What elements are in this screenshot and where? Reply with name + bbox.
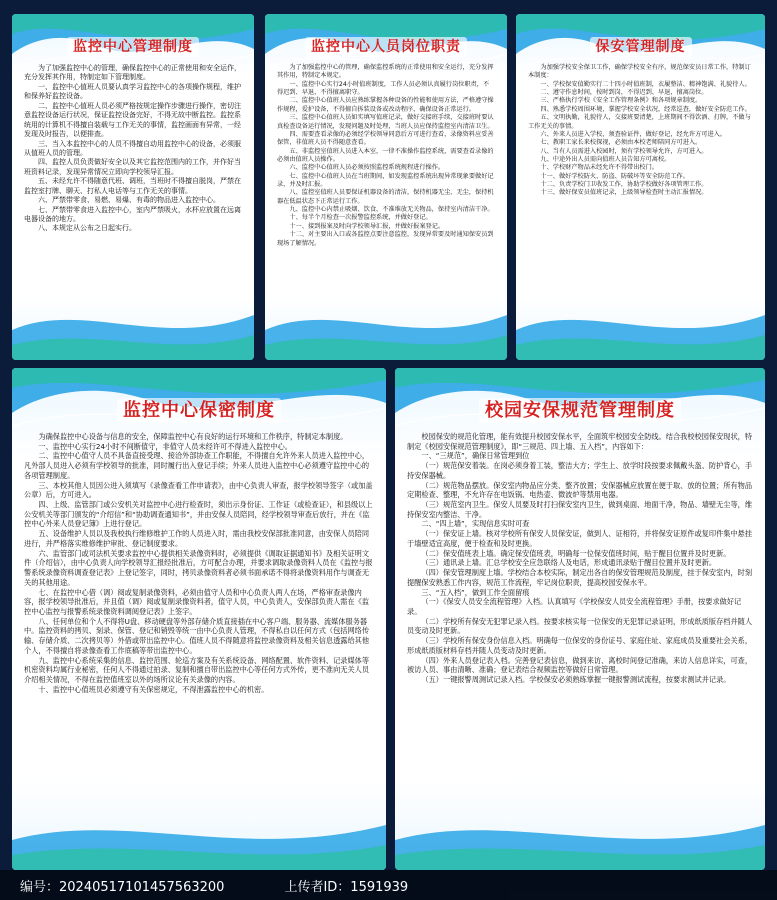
panel-title: 保安管理制度 [516, 36, 765, 56]
paragraph: 六、严禁带零食、易燃、易爆、有毒的物品进入监控中心。 [38, 196, 220, 205]
paragraph: 三、严格执行学校《安全工作管理条例》和各项规章制度。 [540, 97, 702, 105]
panel-monitoring-center-rules [12, 14, 254, 360]
paragraph: 四、需要查看录像的必须经学校领导同意后方可进行查看，录像资料应妥善保管，非值班人员不得随意查看。 [277, 130, 494, 147]
panel-body [516, 64, 765, 198]
paragraph: 四、上级、监管部门或公安机关对监控中心进行检查时，须出示身份证、工作证（或检查证），和县级以上公安机关等部门颁发的“介绍信”和“协助调查通知书”，并由安保人员陪同，经学校领导审查后放行，并在《监控中心外来人员登记簿》上进行登记。 [24, 500, 373, 529]
panel-body [12, 64, 254, 234]
panel-body [395, 432, 765, 685]
paragraph: 校园保安的规范化管理，能有效提升校园安保水平，全面筑牢校园安全防线。结合我校校园保安现状，特制定《校园安保规范管理制度》，即“三规范、四上墙、五入档”，内容如下： [407, 432, 753, 451]
paragraph: 四、监控人员负责做好安全以及其它监控范围内的工作，并作好当班资料记录，发现异常情况立即向学校领导汇报。 [24, 158, 241, 176]
paragraph: 九、监控中心系统采集的信息、监控范围、轮巡方案及有关系统设备、网络配置、软件资料、记录媒体等机密资料均属行业秘密，任何人不得通过拍录、复制和擅自带出监控中心等任何方式外传，更不准向无关人员介绍相关情况，不得在监控值班室以外的场所议论有关录像的内容。 [24, 655, 370, 684]
paragraph: （四）保安管理制度上墙。学校结合本校实际，制定出各自的保安管理规范及制度，挂于保安室内，时刻提醒保安熟悉工作内容，规范工作流程，牢记岗位职责，提高校园安保水平。 [407, 568, 753, 587]
paragraph: 十、监控中心值班员必须遵守有关保密规定，不得泄露监控中心的机密。 [38, 684, 269, 694]
paragraph: 二、监控中心值班人员必须严格按规定操作步骤进行操作，密切注意监控设备运行状况，保证监控设备完好，不得无故中断监控。监控系统用的计算机不得擅自装载与工作无关的事情，监控画面有异常，一经发现及时报告，以便排查。 [24, 101, 241, 139]
paragraph: 七、监控中心值班人员在当班期间，如发现监控系统出现异常现象要做好记录，并及时汇报。 [277, 172, 494, 189]
paragraph: 三、本校其他人员因公进入须填写《录像查看工作申请表》，由中心负责人审查，报学校领导签字（或加盖公章）后，方可进入。 [24, 480, 373, 500]
panel-body [12, 432, 386, 694]
code-label: 编号： [20, 879, 60, 895]
paragraph: （五）一键报警周测试记录入档。学校保安必须熟练掌握一键报警测试流程，按要求测试并记录。 [421, 674, 731, 684]
paragraph: （三）学校所有保安身份信息入档。明确每一位保安的身份证号、家庭住址、家庭成员及重要社会关系，形成纸质版材料存档并随人员变动及时更新。 [407, 636, 753, 655]
paragraph: 为了加强监控中心的管理，确保监控中心的正常使用和安全运作，充分发挥其作用，特制定如下管理制度。 [24, 64, 241, 82]
code-value: 20240517101457563200 [59, 879, 225, 895]
paragraph: 十三、做好保安员值班记录，上级领导检查时主动汇报情况。 [540, 189, 708, 197]
paragraph: 五、文明执勤，礼貌待人，交接班要清楚，上班期间不得饮酒、打牌，不做与工作无关的事情。 [528, 114, 751, 130]
panel-title: 校园安保规范管理制度 [395, 396, 765, 422]
decorative-wave-bottom [265, 290, 507, 360]
paragraph: （一）规范保安着装。在岗必须身着工装，整洁大方；学生上、放学时段按要求佩戴头盔、防护背心，手持安保器械。 [407, 461, 753, 480]
paragraph: 五、设备维护人员以及我校执行维修维护工作的人员进入时，需由我校安保部批准同意，由安保人员陪同进行，并严格落实维修维护审批、登记制度要求。 [24, 529, 370, 548]
panel-body [265, 64, 507, 248]
paragraph: （三）规范室内卫生。保安人员要及时打扫保安室内卫生，做到桌面、地面干净，物品、墙壁无尘等，维持保安室内整洁、干净。 [407, 500, 753, 519]
paragraph: 四、熟悉学校周围环境，掌握学校安全状况，经常巡查，做好安全防范工作。 [540, 105, 751, 113]
paragraph: （四）外来人员登记表入档。完善登记表信息，做到来访、离校时间登记准确，来访人信息详实，可查，被访人员、事由清晰、准确；登记表结合视频监控等做好日常管理。 [407, 655, 753, 675]
paragraph: 十二、对主要出入口或各监控点要注意监控，发现异常要及时通知保安员到现场了解情况。 [277, 231, 494, 247]
paragraph: 十、学校财产物品未经允许不得带出校门。 [540, 164, 658, 172]
paragraph: 十、每半个月检查一次报警监控系统，并做好登记。 [289, 214, 432, 222]
paragraph: 十一、接到报案及时向学校领导汇报，并做好报案登记。 [289, 222, 445, 230]
panel-title: 监控中心人员岗位职责 [265, 36, 507, 56]
uploader-label: 上传者ID： [284, 879, 351, 895]
paragraph: 一、监控中心值班人员要认真学习监控中心的各项操作规程，维护和保养好监控设备。 [24, 82, 241, 101]
paragraph: 八、监控室值班人员要保证机器设备的清洁，保持机器无尘、无尘，保持机器在低温状态下正常运行工作。 [277, 189, 494, 205]
paragraph: 五、未经允许不得随意代班、调班，当班时不得擅自脱岗，严禁在监控室打牌、聊天、打私人电话等与工作无关的事情。 [24, 177, 241, 195]
decorative-wave-bottom [12, 290, 254, 360]
paragraph: 三、当入本监控中心的人员不得擅自动用监控中心的设备，必须服从值班人员的管理。 [24, 139, 241, 157]
paragraph: 一、“三规范”，确保日常管理到位 [421, 451, 530, 461]
paragraph: 一、监控中心实行24小时不间断值守，非值守人员未经许可不得进入监控中心。 [38, 441, 292, 451]
paragraph: 七、在监控中心借（调）阅或复制录像资料，必须由值守人员和中心负责人两人在场，严格审查录像内容，报学校领导批准后，并且值（调）阅或复制录像资料者，值守人员，中心负责人，安保部负责人需在《监控中心监控与报警系统录像资料调阅登记表》上签字。 [24, 587, 370, 616]
paragraph: 为加强学校安全保卫工作，确保学校安全有序，规范保安员日常工作，特制订本制度： [528, 64, 751, 80]
paragraph: 八、任何单位和个人不得将U盘、移动硬盘等外部存储介质直接插在中心客户端、服务器、流媒体服务器中。监控资料的拷贝、刻录、保管、登记和销毁等统一由中心负责人管理，不得私自以任何方式（包括网络传输、存储介质、二次拷贝等）外借或带出监控中心。值班人员不得随意将监控录像资料及相关信息透露给其他个人，不得擅自将录像查看工作底稿等带出监控中心。 [24, 616, 370, 655]
paragraph: （一）保安证上墙。核对学校所有保安人员保安证，做到人、证相符，并将保安证原件或复印件集中悬挂于墙壁适宜高度，便于检查和及时更换。 [407, 529, 753, 548]
panel-security-guard-rules [516, 14, 765, 360]
watermark-footer [0, 870, 777, 900]
paragraph: 一、监控中心实行24小时值班制度，工作人员必须认真履行岗位职责，不得迟到、早退，不得擅离职守。 [277, 80, 490, 97]
paragraph: 三、“五入档”，做到工作全面留痕 [421, 587, 530, 597]
paragraph: 为确保监控中心设备与信息的安全，保障监控中心有良好的运行环境和工作秩序，特制定本制度。 [38, 432, 348, 441]
paragraph: 十二、负责学校门卫收发工作，协助学校做好各项管理工作。 [540, 181, 708, 189]
paragraph: 八、当有人员需进入校园时，须有学校领导允许，方可进入。 [540, 147, 708, 155]
image-code [20, 876, 224, 895]
decorative-wave-bottom [395, 800, 765, 870]
paragraph: 二、“四上墙”，实现信息实时可查 [421, 519, 530, 529]
paragraph: 七、教职工家长来校探视，必须由本校老师陪同方可进入。 [540, 139, 702, 147]
paragraph: 为了加强监控中心的管理，确保监控系统的正常使用和安全运行，充分发挥其作用，特制定本规定。 [277, 64, 494, 80]
paragraph: 七、严禁带零食进入监控中心，室内严禁吸火，水杯应放置在远离电器设备的地方。 [24, 205, 241, 223]
paragraph: 九、监控中心内禁止吸烟、饮食，不准堆放无关物品，保持室内清洁干净。 [289, 206, 494, 214]
paragraph: 二、遵守作息时间，按时到岗，不得迟到、早退，擅离岗位。 [540, 89, 708, 97]
paragraph: （二）保安值班表上墙。确定保安值班表，明确每一位保安值班时间，贴于醒目位置并及时更新。 [421, 548, 731, 558]
panel-title: 监控中心管理制度 [12, 36, 254, 56]
paragraph: 一、学校保安值勤实行二十四小时值班制，衣履整洁、精神饱满、礼貌待人。 [540, 80, 751, 88]
paragraph: 九、中途外出人员需向值班人员告知方可离校。 [540, 155, 671, 163]
uploader-value: 1591939 [350, 879, 409, 895]
decorative-wave-bottom [12, 800, 386, 870]
paragraph: 八、本规定从公布之日起实行。 [38, 224, 136, 233]
paragraph: 三、监控中心值班人员如实填写值班记录，做好交接班手续，交接班时要认真检查设备运行情况，发现问题及时处理，当班人员应保持监控室内清洁卫生。 [277, 114, 494, 130]
paragraph: 六、监控中心值班人员必须按照监控系统规程进行操作。 [289, 164, 445, 172]
panel-campus-security-rules [395, 368, 765, 870]
paragraph: 六、外来人员进入学校，须查验证件，做好登记，经允许方可进入。 [540, 130, 727, 138]
paragraph: （二）规范物品摆放。保安室内物品应分类、整齐放置；安保器械应放置在便于取、放的位置；所有物品定期检查、整理，不允许存在电饭锅、电热壶、微波炉等禁用电器。 [407, 480, 753, 500]
paragraph: 二、监控中心值守人员不具备直接受理、接洽外部协查工作职能，不得擅自允许外来人员进入监控中心，凡外部人员进入必须有学校领导的批准，同时履行出入登记手续；外来人员进入监控中心必须遵守监控中心的各项管理制度。 [24, 451, 370, 480]
panel-title: 监控中心保密制度 [12, 396, 386, 422]
decorative-wave-bottom [516, 290, 765, 360]
paragraph: （三）通讯录上墙。汇总学校安全应急联络人及电话，形成通讯录贴于醒目位置并及时更新。 [421, 558, 717, 568]
uploader-id [284, 876, 408, 895]
panel-staff-duties [265, 14, 507, 360]
paragraph: 十一、做好学校防火、防盗、防破坏等安全防范工作。 [540, 172, 689, 180]
paragraph: （一）《保安人员安全流程管理》入档。认真填写《学校保安人员安全流程管理》手册，按要求做好记录。 [407, 597, 742, 616]
paragraph: 六、监管部门或司法机关要求监控中心提供相关录像资料时，必须提供《调取证据通知书》及相关证明文件（介绍信），由中心负责人向学校领导汇报经批准后，方可配合办理，并要求调取录像资料人员在《监控与报警系统录像资料调查登记表》上登记签字，同时，拷贝录像资料者必须书面承诺不得将录像资料用作与调查无关的其他用途。 [24, 548, 373, 587]
panel-confidentiality-rules [12, 368, 386, 870]
paragraph: （二）学校所有保安无犯罪记录入档。按要求核实每一位保安的无犯罪记录证明，形成纸质版存档并随人员变动及时更新。 [407, 616, 753, 636]
paragraph: 五、非监控室值班人员进入本室，一律不准操作监控系统，需要查看录像的必须由值班人员操作。 [277, 147, 494, 163]
paragraph: 二、监控中心值班人员应熟练掌握各种设备的性能和使用方法，严格遵守操作规程，爱护设备，不得擅自拆装设备或改动程序，确保设备正常运行。 [277, 97, 494, 113]
